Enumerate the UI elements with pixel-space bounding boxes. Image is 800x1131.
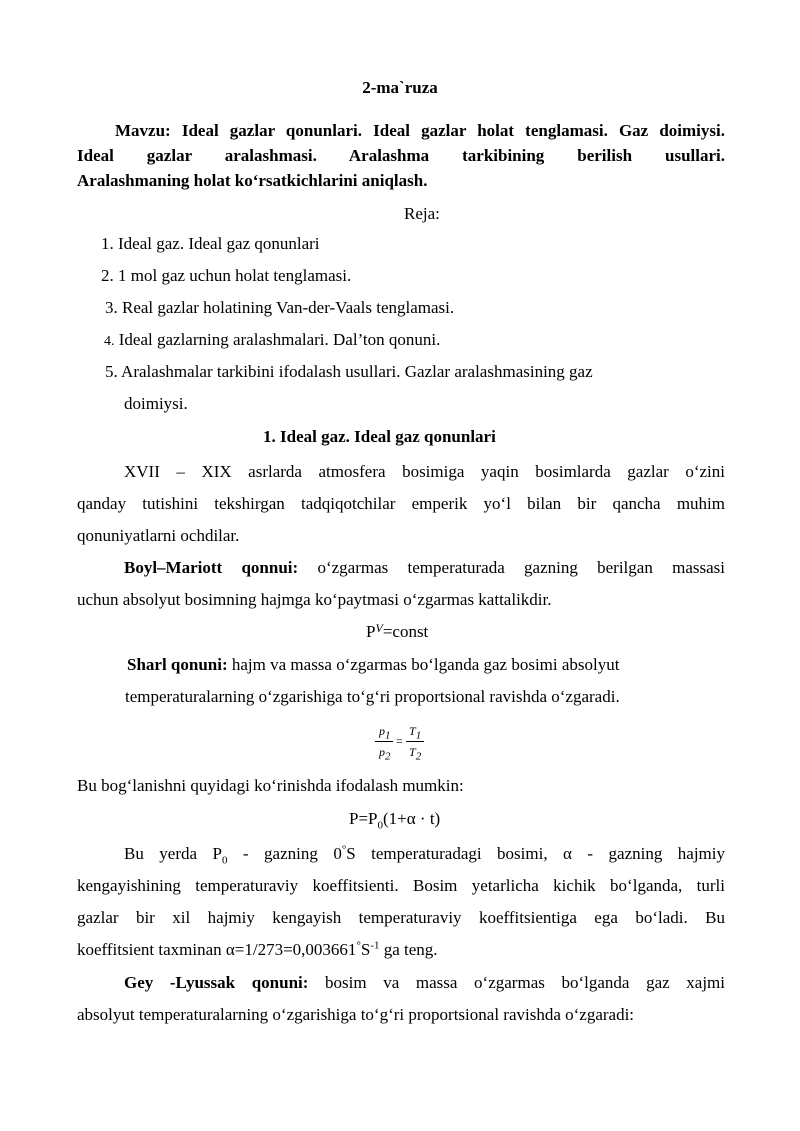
topic-line-1: Mavzu: Ideal gazlar qonunlari. Ideal gazlar holat tenglamasi. Gaz doimiysi. bbox=[115, 121, 725, 140]
explanation-line-4: koeffitsient taxminan $\alpha=1/273=0,003661^\circ S^{-1}$ ga teng. bbox=[77, 939, 438, 959]
explanation-line-1: Bu yerda $P_0$ - gazning 0°S temperaturadagi bosimi, α - gazning hajmiy bbox=[124, 843, 726, 867]
plan-item-5-line-1: 5. Aralashmalar tarkibini ifodalash usullari. Gazlar aralashmasining gaz bbox=[105, 362, 593, 381]
plan-item-4-text: Ideal gazlarning aralashmalari. Dal’ton qonuni. bbox=[114, 330, 441, 349]
charles-line-1: Sharl qonuni: hajm va massa o‘zgarmas bo‘lganda gaz bosimi absolyut bbox=[127, 655, 620, 674]
fraction-bar-right bbox=[406, 741, 424, 742]
fraction-bar-left bbox=[375, 741, 393, 742]
intro-line-1: XVII – XIX asrlarda atmosfera bosimiga yaqin bosimlarda gazlar o‘zini bbox=[124, 462, 725, 481]
explanation-line-2: kengayishining temperaturaviy koeffitsienti. Bosim yetarlicha kichik bo‘lganda, turli bbox=[77, 876, 725, 895]
boyle-formula: $P^V=const$ bbox=[366, 621, 429, 641]
boyle-line-1: Boyl–Mariott qonnui: o‘zgarmas temperaturada gazning berilgan massasi bbox=[124, 558, 725, 577]
lecture-title: 2-ma`ruza bbox=[362, 78, 438, 97]
fraction-equals: = bbox=[396, 734, 403, 748]
fraction-denominator-left: $p_2$ bbox=[379, 745, 391, 763]
boyle-line-2: uchun absolyut bosimning hajmga ko‘paytmasi o‘zgarmas kattalikdir. bbox=[77, 590, 552, 609]
gay-lussac-line-1: Gey -Lyussak qonuni: bosim va massa o‘zgarmas bo‘lganda gaz xajmi bbox=[124, 973, 725, 992]
charles-line-2: temperaturalarning o‘zgarishiga to‘g‘ri proportsional ravishda o‘zgaradi. bbox=[125, 687, 620, 706]
formula-2: $P=P_0(1+\alpha \cdot t)$ bbox=[349, 809, 441, 832]
plan-item-3: 3. Real gazlar holatining Van-der-Vaals tenglamasi. bbox=[105, 298, 455, 317]
relation-text: Bu bog‘lanishni quyidagi ko‘rinishda ifodalash mumkin: bbox=[77, 776, 464, 795]
plan-item-1: 1. Ideal gaz. Ideal gaz qonunlari bbox=[101, 234, 320, 253]
plan-item-2: 2. 1 mol gaz uchun holat tenglamasi. bbox=[101, 266, 352, 285]
fraction-denominator-right: $T_2$ bbox=[409, 745, 422, 763]
gay-lussac-line-2: absolyut temperaturalarning o‘zgarishiga to‘g‘ri proportsional ravishda o‘zgaradi: bbox=[77, 1005, 635, 1024]
plan-item-4 bbox=[104, 329, 440, 353]
plan-item-4-number: 4. bbox=[104, 334, 115, 349]
plan-item-5-line-2: doimiysi. bbox=[124, 394, 188, 413]
plan-title: Reja: bbox=[404, 204, 440, 223]
section-1-title: 1. Ideal gaz. Ideal gaz qonunlari bbox=[263, 427, 496, 446]
explanation-line-3: gazlar bir xil hajmiy kengayish temperaturaviy koeffitsientiga ega bo‘ladi. Bu bbox=[77, 908, 725, 927]
fraction-numerator-right: $T_1$ bbox=[409, 724, 422, 742]
topic-line-2: Ideal gazlar aralashmasi. Aralashma tarkibining berilish usullari. bbox=[77, 146, 725, 165]
charles-fraction-formula bbox=[372, 724, 432, 766]
topic-line-3: Aralashmaning holat ko‘rsatkichlarini aniqlash. bbox=[77, 171, 428, 190]
intro-line-3: qonuniyatlarni ochdilar. bbox=[77, 526, 240, 545]
fraction-numerator-left: $p_1$ bbox=[379, 724, 391, 742]
intro-line-2: qanday tutishini tekshirgan tadqiqotchilar emperik yo‘l bilan bir qancha muhim bbox=[77, 494, 725, 513]
